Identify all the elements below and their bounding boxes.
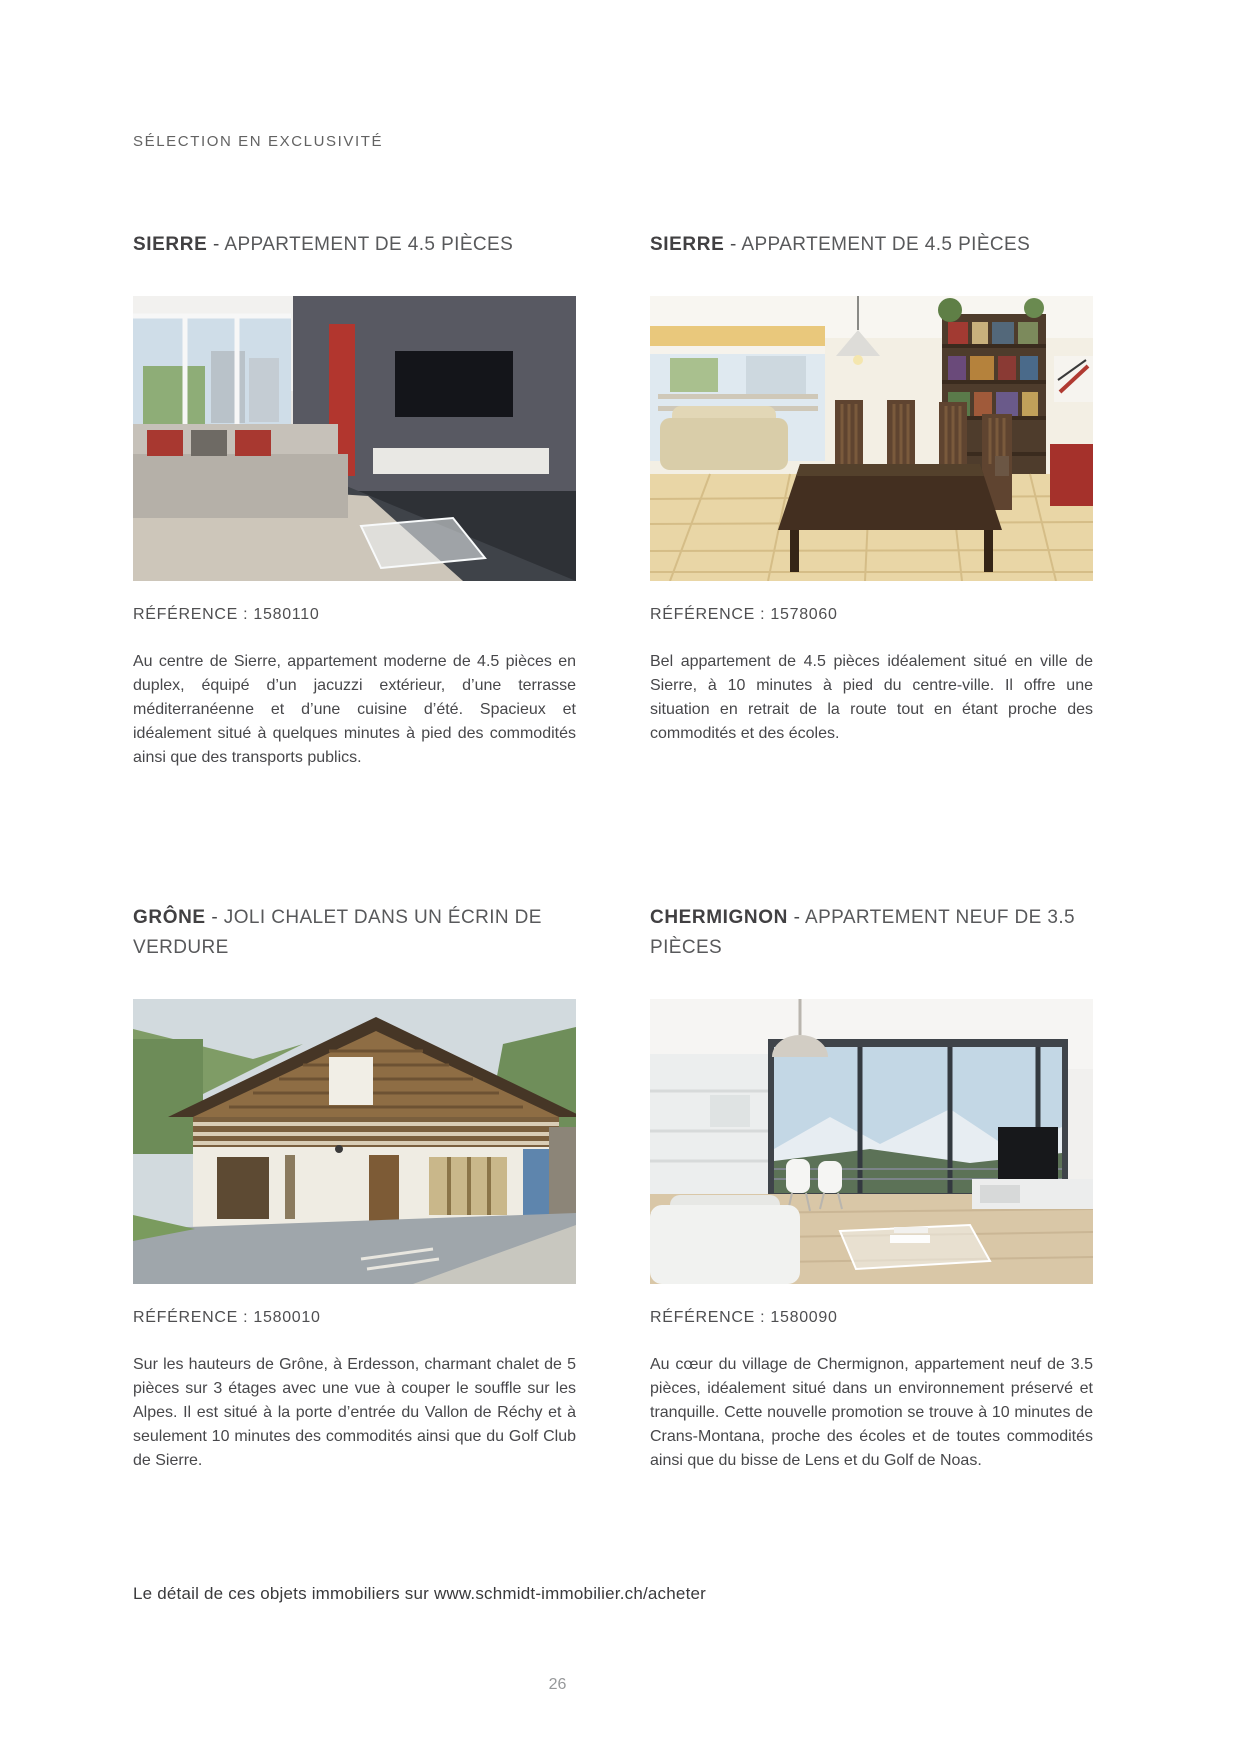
listing-description: Sur les hauteurs de Grône, à Erdesson, charmant chalet de 5 pièces sur 3 étages avec une vue à couper le souffle sur les Alpes. Il est situé à la porte d’entrée du Vallon de Réchy et à seulement 10 minutes des commodités ainsi que du Golf Club de Sierre.	[133, 1356, 576, 1469]
footer-note	[133, 1583, 706, 1605]
listing-title	[133, 230, 576, 260]
photo-living-room-illustration	[133, 296, 576, 581]
title-separator: -	[730, 234, 737, 255]
title-separator: -	[213, 234, 220, 255]
listing-city: SIERRE	[133, 234, 208, 255]
title-separator: -	[793, 907, 801, 928]
listing-title	[650, 230, 1093, 260]
listing-title	[650, 903, 1093, 963]
listing-type: APPARTEMENT DE 4.5 PIÈCES	[741, 234, 1031, 255]
photo-dining-room-illustration	[650, 296, 1093, 581]
listing-reference: RÉFÉRENCE : 1580090	[650, 1309, 838, 1326]
listing-reference: RÉFÉRENCE : 1578060	[650, 606, 838, 623]
listing-photo	[133, 999, 576, 1284]
listing-reference: RÉFÉRENCE : 1580010	[133, 1309, 321, 1326]
listing-card	[650, 230, 1093, 746]
listing-photo	[133, 296, 576, 581]
page-number: 26	[548, 1676, 567, 1693]
listing-description: Au centre de Sierre, appartement moderne de 4.5 pièces en duplex, équipé d’un jacuzzi extérieur, d’une terrasse méditerranéenne et d’une cuisine d’été. Spacieux et idéalement situé à quelques minutes à pied des commodités ainsi que des transports publics.	[133, 653, 576, 766]
footer-text: Le détail de ces objets immobiliers sur	[133, 1584, 429, 1603]
listing-type: APPARTEMENT NEUF DE 3.5 PIÈCES	[650, 907, 1076, 958]
listing-photo	[650, 296, 1093, 581]
footer-url[interactable]: www.schmidt-immobilier.ch/acheter	[433, 1584, 707, 1603]
listing-photo	[650, 999, 1093, 1284]
section-header: SÉLECTION EN EXCLUSIVITÉ	[133, 133, 384, 150]
listing-description: Bel appartement de 4.5 pièces idéalement situé en ville de Sierre, à 10 minutes à pied du centre-ville. Il offre une situation en retrait de la route tout en étant proche des commodités et des écoles.	[650, 653, 1093, 742]
listing-description: Au cœur du village de Chermignon, appartement neuf de 3.5 pièces, idéalement situé dans un environnement préservé et tranquille. Cette nouvelle promotion se trouve à 10 minutes de Crans-Montana, proche des écoles et de toutes commodités ainsi que du bisse de Lens et du Golf de Noas.	[650, 1356, 1093, 1469]
listing-card	[650, 903, 1093, 1473]
listing-type: APPARTEMENT DE 4.5 PIÈCES	[224, 234, 514, 255]
listing-title	[133, 903, 576, 963]
listing-city: CHERMIGNON	[650, 907, 788, 928]
listing-reference: RÉFÉRENCE : 1580110	[133, 606, 320, 623]
photo-modern-apartment-illustration	[650, 999, 1093, 1284]
listing-city: GRÔNE	[133, 907, 206, 928]
title-separator: -	[211, 907, 219, 928]
listing-type: JOLI CHALET DANS UN ÉCRIN DE VERDURE	[133, 907, 542, 958]
listing-city: SIERRE	[650, 234, 725, 255]
listing-card	[133, 903, 576, 1473]
photo-chalet-illustration	[133, 999, 576, 1284]
listing-card	[133, 230, 576, 770]
